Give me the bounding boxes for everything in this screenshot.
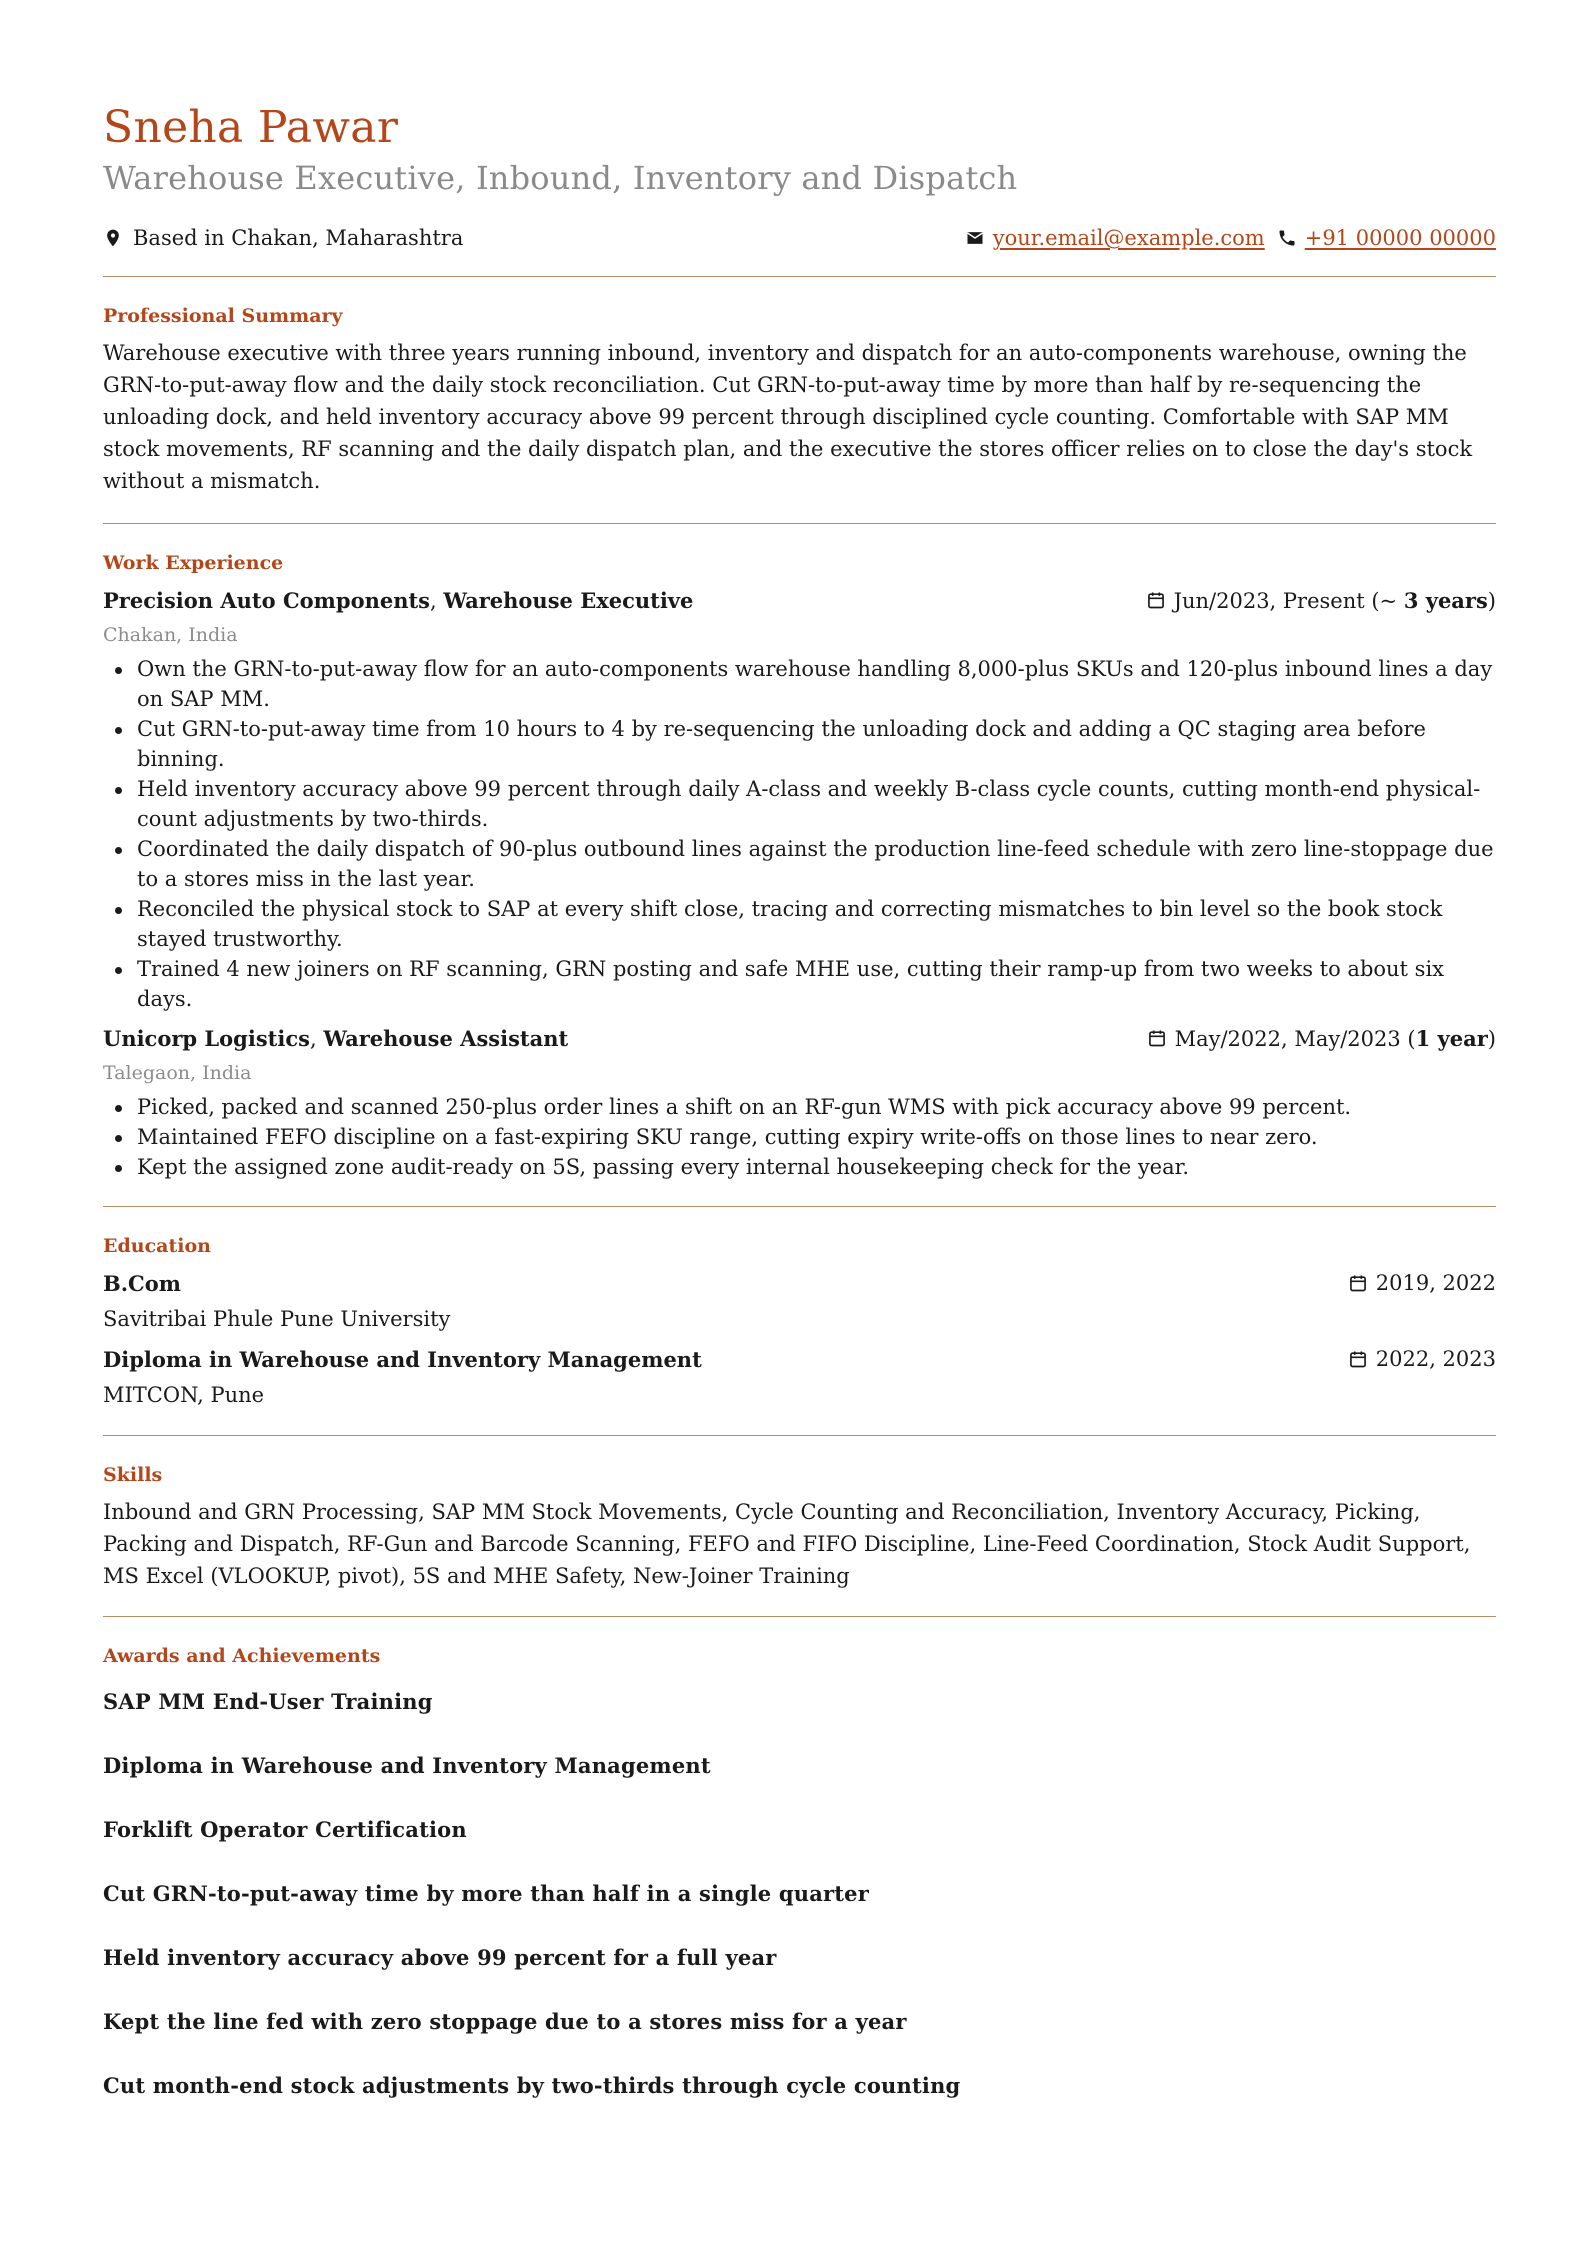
envelope-icon <box>965 228 985 248</box>
skills-text: Inbound and GRN Processing, SAP MM Stock Movements, Cycle Counting and Reconciliation, Inventory Accuracy, Picking, Packing and Dispatch, RF-Gun and Barcode Scanning, FEFO and FIFO Discipline, Line-Feed Coordination, Stock Audit Support, MS Excel (VLOOKUP, pivot), 5S and MHE Safety, New-Joiner Training <box>103 1500 1471 1588</box>
list-item: Picked, packed and scanned 250-plus order lines a shift on an RF-gun WMS with pick accuracy above 99 percent. <box>103 1092 1496 1122</box>
list-item: Reconciled the physical stock to SAP at every shift close, tracing and correcting mismatches to bin level so the book stock stayed trustworthy. <box>103 894 1496 954</box>
divider <box>103 1206 1496 1207</box>
list-item: Maintained FEFO discipline on a fast-expiring SKU range, cutting expiry write-offs on those lines to near zero. <box>103 1122 1496 1152</box>
job-role: Warehouse Assistant <box>323 1025 569 1051</box>
job-date-range: Jun/2023, Present (~ <box>1173 588 1404 613</box>
job-bullets <box>103 1092 1496 1182</box>
list-item: Own the GRN-to-put-away flow for an auto-components warehouse handling 8,000-plus SKUs and 120-plus inbound lines a day on SAP MM. <box>103 654 1496 714</box>
location-text: Based in Chakan, Maharashtra <box>133 226 464 250</box>
award-item: Held inventory accuracy above 99 percent for a full year <box>103 1945 777 1970</box>
education-header <box>103 1267 1496 1299</box>
job-location: Chakan, India <box>103 624 238 646</box>
education-header <box>103 1343 1496 1375</box>
education-dates <box>1348 1271 1496 1295</box>
job-date-range: May/2022, May/2023 ( <box>1174 1026 1416 1051</box>
award-item: Kept the line fed with zero stoppage due to a stores miss for a year <box>103 2009 907 2034</box>
job-separator: , <box>430 588 444 613</box>
job-duration: 1 year <box>1415 1025 1488 1051</box>
education-dates-text: 2019, 2022 <box>1375 1271 1496 1295</box>
list-item: Held inventory accuracy above 99 percent through daily A-class and weekly B-class cycle counts, cutting month-end physical-count adjustments by two-thirds. <box>103 774 1496 834</box>
job-separator: , <box>309 1026 324 1051</box>
education-school: Savitribai Phule Pune University <box>103 1307 451 1331</box>
summary-text: Warehouse executive with three years running inbound, inventory and dispatch for an auto-components warehouse, owning the GRN-to-put-away flow and the daily stock reconciliation. Cut GRN-to-put-away time by more than half by re-sequencing the unloading dock, and held inventory accuracy above 99 percent through disciplined cycle counting. Comfortable with SAP MM stock movements, RF scanning and the daily dispatch plan, and the executive the stores officer relies on to close the day's stock without a mismatch. <box>103 341 1473 493</box>
phone-link[interactable]: +91 00000 00000 <box>1304 226 1496 250</box>
award-item: Forklift Operator Certification <box>103 1817 467 1842</box>
location-item <box>103 226 463 250</box>
award-item: SAP MM End-User Training <box>103 1689 433 1714</box>
summary-title: Professional Summary <box>103 305 343 327</box>
phone-item <box>1277 226 1496 250</box>
job-dates-text <box>1174 588 1496 613</box>
calendar-icon <box>1147 1028 1167 1048</box>
education-school: MITCON, Pune <box>103 1383 265 1407</box>
divider <box>103 276 1496 277</box>
job-duration: 3 years <box>1403 587 1488 613</box>
job-company: Unicorp Logistics <box>103 1025 310 1051</box>
skills-title: Skills <box>103 1464 163 1486</box>
job-title <box>103 1026 568 1051</box>
list-item: Cut GRN-to-put-away time from 10 hours to 4 by re-sequencing the unloading dock and adding a QC staging area before binning. <box>103 714 1496 774</box>
job-dates-text <box>1175 1026 1496 1051</box>
candidate-headline: Warehouse Executive, Inbound, Inventory and Dispatch <box>103 159 1018 197</box>
education-entry <box>103 1267 1496 1335</box>
job-dates <box>1147 1026 1496 1051</box>
calendar-icon <box>1348 1273 1368 1293</box>
job-header <box>103 1022 1496 1054</box>
job-date-close: ) <box>1487 1026 1496 1051</box>
experience-title: Work Experience <box>103 552 284 574</box>
divider <box>103 523 1496 524</box>
job-company: Precision Auto Components <box>103 587 430 613</box>
award-item: Diploma in Warehouse and Inventory Management <box>103 1753 711 1778</box>
education-degree: Diploma in Warehouse and Inventory Management <box>103 1346 702 1372</box>
job-title <box>103 588 693 613</box>
awards-title: Awards and Achievements <box>103 1645 381 1667</box>
divider <box>103 1435 1496 1436</box>
award-item: Cut GRN-to-put-away time by more than half in a single quarter <box>103 1881 869 1906</box>
job-entry <box>103 584 1496 1014</box>
list-item: Trained 4 new joiners on RF scanning, GRN posting and safe MHE use, cutting their ramp-up from two weeks to about six days. <box>103 954 1496 1014</box>
phone-icon <box>1277 228 1297 248</box>
map-pin-icon <box>103 228 123 248</box>
job-location: Talegaon, India <box>103 1062 252 1084</box>
list-item: Kept the assigned zone audit-ready on 5S, passing every internal housekeeping check for the year. <box>103 1152 1496 1182</box>
divider <box>103 1616 1496 1617</box>
job-bullets <box>103 654 1496 1014</box>
education-degree: B.Com <box>103 1270 182 1296</box>
calendar-icon <box>1146 590 1166 610</box>
job-date-close: ) <box>1487 588 1496 613</box>
award-item: Cut month-end stock adjustments by two-thirds through cycle counting <box>103 2073 961 2098</box>
contact-row <box>103 222 1496 254</box>
email-link[interactable]: your.email@example.com <box>992 226 1265 250</box>
education-dates-text: 2022, 2023 <box>1375 1347 1496 1371</box>
candidate-name: Sneha Pawar <box>103 102 399 153</box>
contact-links <box>965 226 1496 250</box>
job-header <box>103 584 1496 616</box>
list-item: Coordinated the daily dispatch of 90-plus outbound lines against the production line-feed schedule with zero line-stoppage due to a stores miss in the last year. <box>103 834 1496 894</box>
education-title: Education <box>103 1235 211 1257</box>
education-dates <box>1348 1347 1496 1371</box>
job-entry <box>103 1022 1496 1182</box>
education-entry <box>103 1343 1496 1411</box>
email-item <box>965 226 1265 250</box>
job-dates <box>1146 588 1496 613</box>
calendar-icon <box>1348 1349 1368 1369</box>
job-role: Warehouse Executive <box>443 587 694 613</box>
